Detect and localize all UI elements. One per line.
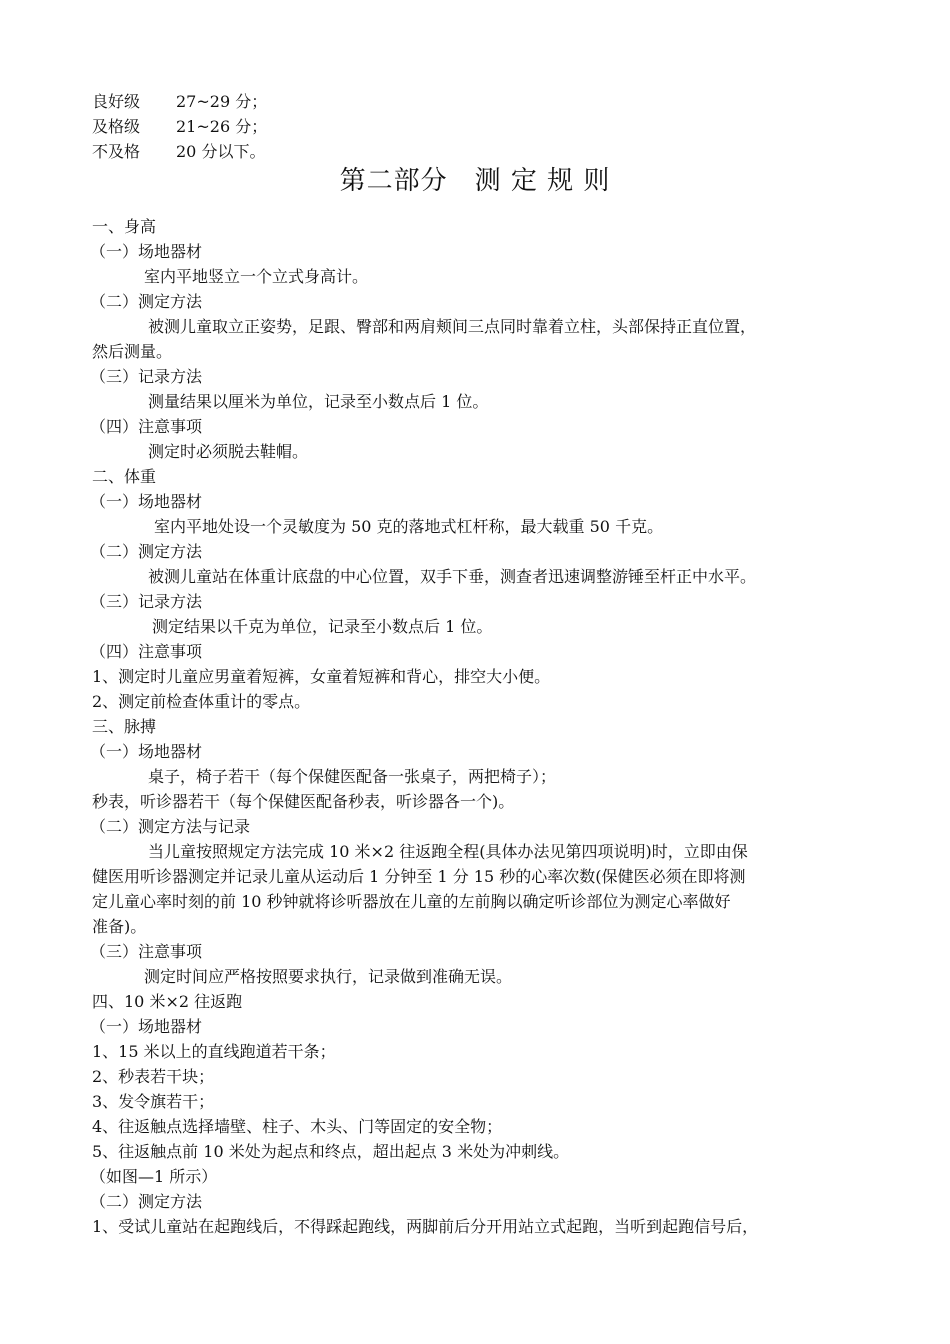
paragraph: 当儿童按照规定方法完成 10 米×2 往返跑全程(具体办法见第四项说明)时，立即由保 <box>148 842 748 861</box>
subheading: （二）测定方法 <box>90 1192 203 1211</box>
grade-range: 21~26 分； <box>176 117 268 136</box>
grade-label: 不及格 <box>92 142 141 161</box>
list-item: 1、受试儿童站在起跑线后，不得踩起跑线，两脚前后分开用站立式起跑，当听到起跑信号后， <box>92 1217 759 1236</box>
paragraph: 健医用听诊器测定并记录儿童从运动后 1 分钟至 1 分 15 秒的心率次数(保健医必须在即将测 <box>92 867 746 886</box>
grade-label: 良好级 <box>92 92 141 111</box>
grade-row-fail <box>92 140 265 164</box>
list-item: 4、往返触点选择墙壁、柱子、木头、门等固定的安全物； <box>92 1117 503 1136</box>
paragraph: 准备)。 <box>92 917 147 936</box>
heading-shuttle-run: 四、10 米×2 往返跑 <box>92 992 243 1011</box>
grade-range: 20 分以下。 <box>176 142 266 161</box>
paragraph: 测量结果以厘米为单位，记录至小数点后 1 位。 <box>148 392 489 411</box>
paragraph: 室内平地处设一个灵敏度为 50 克的落地式杠杆称，最大载重 50 千克。 <box>154 517 664 536</box>
heading-pulse: 三、脉搏 <box>92 717 157 736</box>
paragraph: 定儿童心率时刻的前 10 秒钟就将诊听器放在儿童的左前胸以确定听诊部位为测定心率做好 <box>92 892 731 911</box>
subheading: （一）场地器材 <box>90 242 203 261</box>
paragraph: 测定结果以千克为单位，记录至小数点后 1 位。 <box>152 617 493 636</box>
subheading: （一）场地器材 <box>90 1017 203 1036</box>
list-item: 3、发令旗若干； <box>92 1092 215 1111</box>
subheading: （三）注意事项 <box>90 942 203 961</box>
subheading: （四）注意事项 <box>90 417 203 436</box>
list-item: 1、15 米以上的直线跑道若干条； <box>92 1042 336 1061</box>
subheading: （二）测定方法 <box>90 542 203 561</box>
paragraph: 被测儿童站在体重计底盘的中心位置，双手下垂，测查者迅速调整游锤至杆正中水平。 <box>148 567 757 586</box>
subheading: （一）场地器材 <box>90 742 203 761</box>
grade-range: 27~29 分； <box>176 92 268 111</box>
list-item: 5、往返触点前 10 米处为起点和终点，超出起点 3 米处为冲刺线。 <box>92 1142 570 1161</box>
figure-reference: （如图—1 所示） <box>90 1167 218 1186</box>
subheading: （三）记录方法 <box>90 592 203 611</box>
heading-weight: 二、体重 <box>92 467 157 486</box>
paragraph: 室内平地竖立一个立式身高计。 <box>144 267 369 286</box>
grade-label: 及格级 <box>92 117 141 136</box>
grade-row-good <box>92 90 267 114</box>
list-item: 2、测定前检查体重计的零点。 <box>92 692 311 711</box>
paragraph: 测定时必须脱去鞋帽。 <box>148 442 309 461</box>
grade-row-pass <box>92 115 267 139</box>
heading-height: 一、身高 <box>92 217 157 236</box>
section-title: 第二部分 测 定 规 则 <box>339 166 611 196</box>
subheading: （二）测定方法 <box>90 292 203 311</box>
subheading: （三）记录方法 <box>90 367 203 386</box>
subheading: （一）场地器材 <box>90 492 203 511</box>
paragraph: 然后测量。 <box>92 342 173 361</box>
paragraph: 测定时间应严格按照要求执行，记录做到准确无误。 <box>144 967 513 986</box>
paragraph: 桌子，椅子若干（每个保健医配备一张桌子，两把椅子）； <box>148 767 557 786</box>
list-item: 1、测定时儿童应男童着短裤，女童着短裤和背心，排空大小便。 <box>92 667 551 686</box>
paragraph: 被测儿童取立正姿势，足跟、臀部和两肩颊间三点同时靠着立柱，头部保持正直位置， <box>148 317 757 336</box>
subheading: （二）测定方法与记录 <box>90 817 251 836</box>
subheading: （四）注意事项 <box>90 642 203 661</box>
paragraph: 秒表，听诊器若干（每个保健医配备秒表，听诊器各一个)。 <box>92 792 515 811</box>
list-item: 2、秒表若干块； <box>92 1067 215 1086</box>
